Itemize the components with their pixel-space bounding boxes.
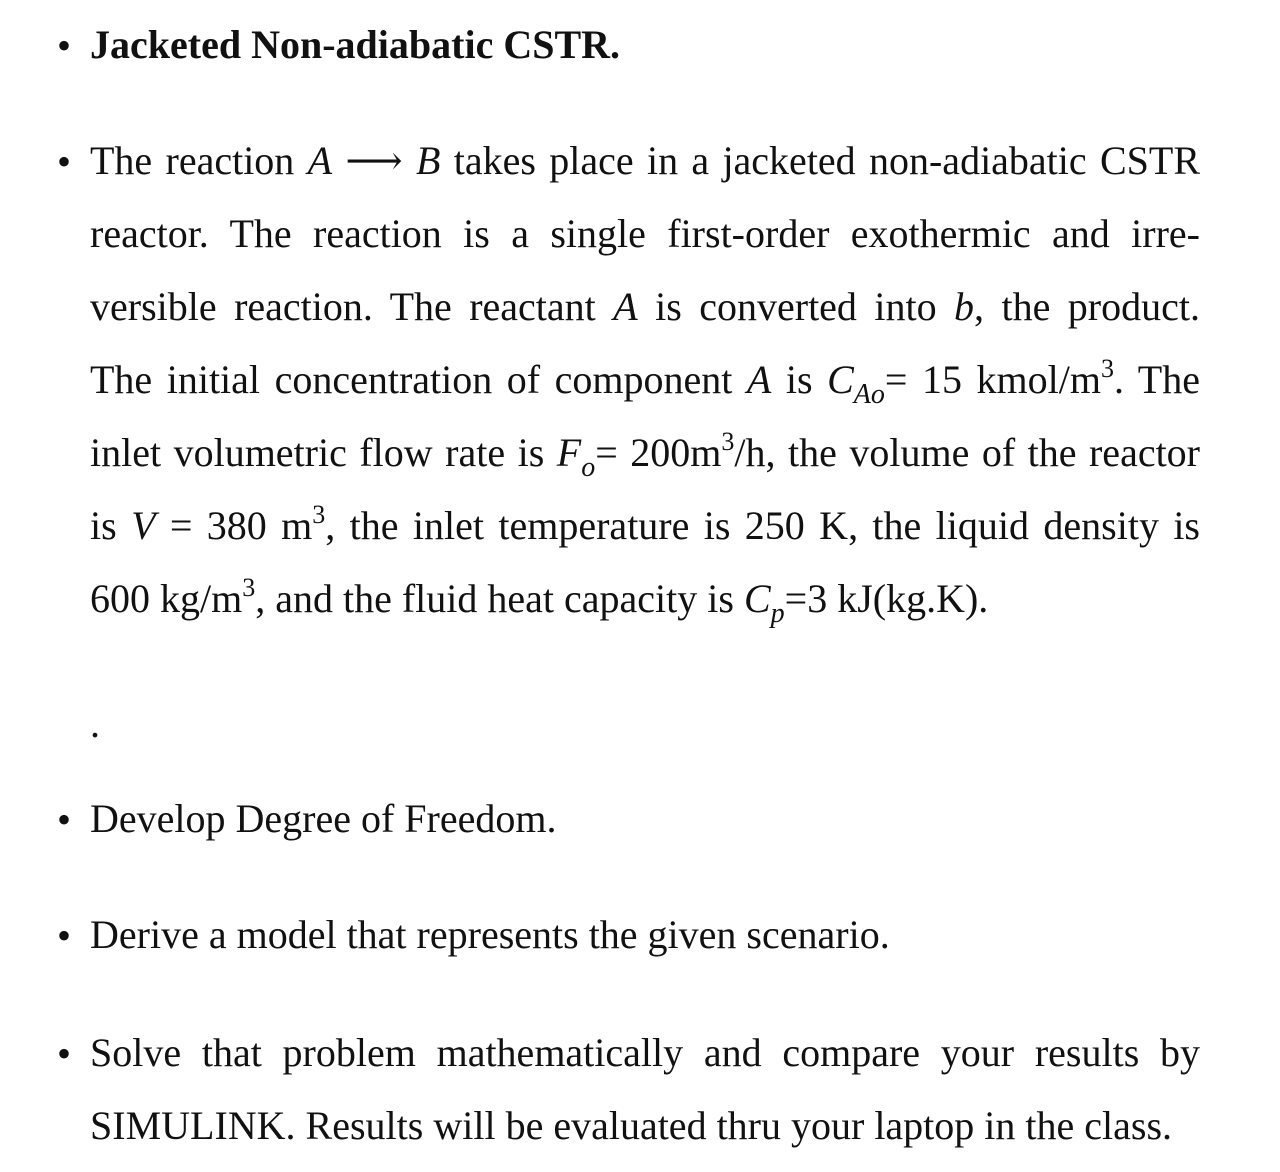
task3-line-2: SIMULINK. Results will be evaluated thru your laptop in the class. xyxy=(90,1103,1173,1148)
problem-line-1: The reaction A ⟶ B takes place in a jacketed non-adiabatic CSTR xyxy=(90,138,1201,183)
var-b: B xyxy=(416,138,441,183)
cao-symbol: C xyxy=(827,357,854,402)
heading-title: Jacketed Non-adiabatic CSTR. xyxy=(90,22,621,67)
fo-symbol: F xyxy=(556,430,582,475)
bullet: • xyxy=(56,23,71,68)
bullet: • xyxy=(56,139,71,184)
reaction-arrow: ⟶ xyxy=(345,138,403,183)
problem-line-7: 600 $kg/m^3$, and the fluid heat capacity is $C_p=3$ kJ(kg.K). xyxy=(90,573,989,629)
stray-dot: . xyxy=(90,701,100,746)
task-text xyxy=(90,1016,1200,1162)
v-symbol: V xyxy=(131,503,156,548)
problem-statement xyxy=(90,124,1200,635)
problem-line-4: The initial concentration of component A is $C_{Ao}= 15$ kmol/$m^3$. The xyxy=(90,354,1200,410)
problem-line-3: versible reaction. The reactant A is converted into b, the product. xyxy=(90,284,1200,329)
bullet: • xyxy=(56,1031,71,1076)
task3-line-1: Solve that problem mathematically and compare your results by xyxy=(90,1030,1200,1075)
task-text: Develop Degree of Freedom. xyxy=(90,796,557,841)
var-a: A xyxy=(307,138,333,183)
problem-line-6: is V = 380 $m^3$, the inlet temperature is 250 K, the liquid density is xyxy=(90,500,1200,548)
problem-line-2: reactor. The reaction is a single first-order exothermic and irre- xyxy=(90,211,1200,256)
bullet: • xyxy=(56,913,71,958)
bullet: • xyxy=(56,797,71,842)
task-text: Derive a model that represents the given scenario. xyxy=(90,912,890,957)
cp-symbol: C xyxy=(743,576,771,621)
problem-line-5: inlet volumetric flow rate is $F_o= 200m^3/h$, the volume of the reactor xyxy=(90,427,1201,483)
